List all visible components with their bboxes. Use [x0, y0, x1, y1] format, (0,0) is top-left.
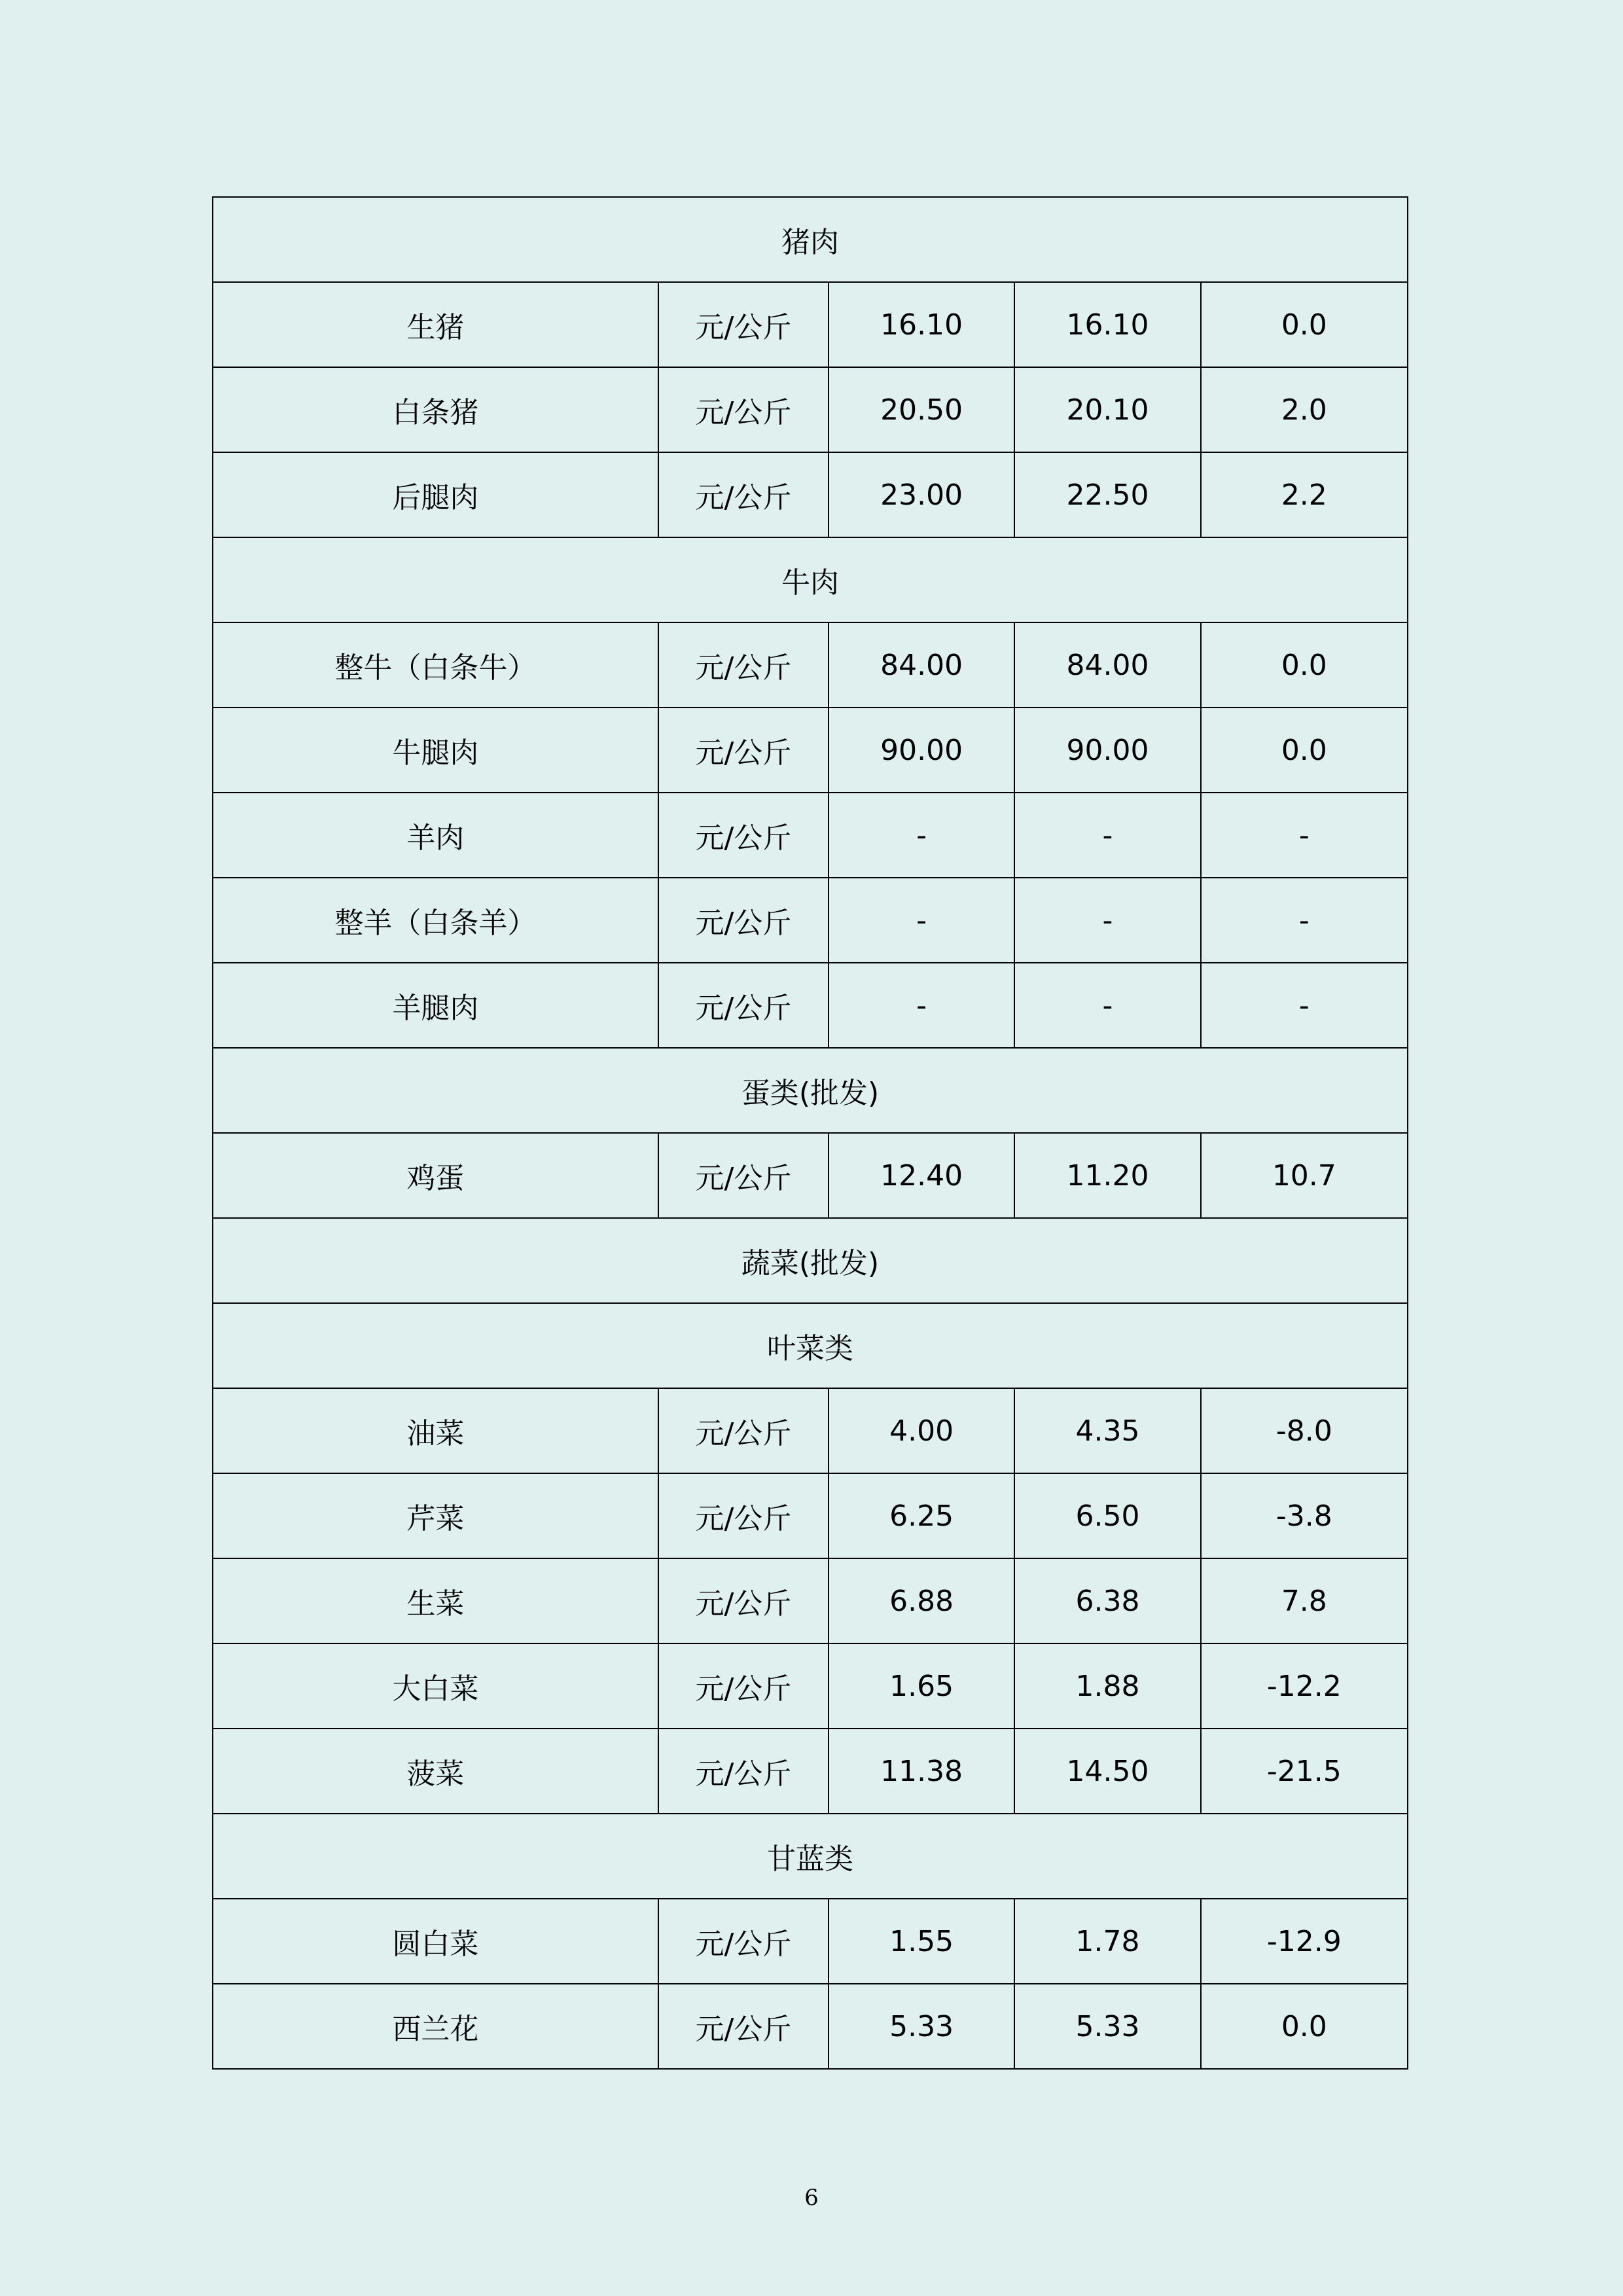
table-row	[213, 1388, 1408, 1473]
unit-cell: 元/公斤	[658, 452, 829, 537]
change-percent-cell: -8.0	[1201, 1388, 1408, 1473]
current-price-cell: 90.00	[829, 708, 1014, 793]
page-number: 6	[804, 2185, 819, 2211]
item-name-cell: 后腿肉	[213, 452, 658, 537]
section-header-row	[213, 197, 1408, 282]
section-header-row	[213, 537, 1408, 622]
item-name-cell: 圆白菜	[213, 1899, 658, 1984]
previous-price-cell: 1.78	[1014, 1899, 1200, 1984]
item-name-cell: 白条猪	[213, 367, 658, 452]
change-percent-cell: 0.0	[1201, 708, 1408, 793]
previous-price-cell: -	[1014, 793, 1200, 878]
previous-price-cell: 6.38	[1014, 1558, 1200, 1643]
item-name-cell: 生猪	[213, 282, 658, 367]
previous-price-cell: 14.50	[1014, 1729, 1200, 1814]
section-label: 甘蓝类	[213, 1814, 1408, 1899]
current-price-cell: -	[829, 963, 1014, 1048]
current-price-cell: 23.00	[829, 452, 1014, 537]
table-row	[213, 1643, 1408, 1729]
change-percent-cell: -	[1201, 793, 1408, 878]
previous-price-cell: 90.00	[1014, 708, 1200, 793]
table-row	[213, 708, 1408, 793]
section-label: 蛋类(批发)	[213, 1048, 1408, 1133]
current-price-cell: -	[829, 793, 1014, 878]
current-price-cell: 16.10	[829, 282, 1014, 367]
change-percent-cell: -21.5	[1201, 1729, 1408, 1814]
change-percent-cell: -3.8	[1201, 1473, 1408, 1558]
unit-cell: 元/公斤	[658, 1473, 829, 1558]
table-row	[213, 1133, 1408, 1218]
item-name-cell: 生菜	[213, 1558, 658, 1643]
previous-price-cell: -	[1014, 878, 1200, 963]
unit-cell: 元/公斤	[658, 622, 829, 708]
table-row	[213, 1473, 1408, 1558]
change-percent-cell: 0.0	[1201, 282, 1408, 367]
unit-cell: 元/公斤	[658, 1899, 829, 1984]
current-price-cell: -	[829, 878, 1014, 963]
unit-cell: 元/公斤	[658, 282, 829, 367]
change-percent-cell: 2.2	[1201, 452, 1408, 537]
section-header-row	[213, 1303, 1408, 1388]
current-price-cell: 1.55	[829, 1899, 1014, 1984]
section-label: 猪肉	[213, 197, 1408, 282]
item-name-cell: 整羊（白条羊）	[213, 878, 658, 963]
unit-cell: 元/公斤	[658, 367, 829, 452]
current-price-cell: 1.65	[829, 1643, 1014, 1729]
table-row	[213, 367, 1408, 452]
current-price-cell: 11.38	[829, 1729, 1014, 1814]
price-table-body	[213, 197, 1408, 2069]
previous-price-cell: 20.10	[1014, 367, 1200, 452]
unit-cell: 元/公斤	[658, 1729, 829, 1814]
table-row	[213, 452, 1408, 537]
price-table	[212, 196, 1408, 2070]
section-label: 牛肉	[213, 537, 1408, 622]
current-price-cell: 84.00	[829, 622, 1014, 708]
item-name-cell: 整牛（白条牛）	[213, 622, 658, 708]
previous-price-cell: 11.20	[1014, 1133, 1200, 1218]
table-row	[213, 878, 1408, 963]
current-price-cell: 12.40	[829, 1133, 1014, 1218]
item-name-cell: 羊腿肉	[213, 963, 658, 1048]
change-percent-cell: -12.2	[1201, 1643, 1408, 1729]
change-percent-cell: -	[1201, 878, 1408, 963]
section-label: 蔬菜(批发)	[213, 1218, 1408, 1303]
unit-cell: 元/公斤	[658, 1388, 829, 1473]
change-percent-cell: 0.0	[1201, 622, 1408, 708]
item-name-cell: 菠菜	[213, 1729, 658, 1814]
change-percent-cell: -12.9	[1201, 1899, 1408, 1984]
item-name-cell: 羊肉	[213, 793, 658, 878]
table-row	[213, 1729, 1408, 1814]
section-header-row	[213, 1814, 1408, 1899]
table-row	[213, 1984, 1408, 2069]
unit-cell: 元/公斤	[658, 1643, 829, 1729]
change-percent-cell: 7.8	[1201, 1558, 1408, 1643]
previous-price-cell: 16.10	[1014, 282, 1200, 367]
previous-price-cell: 5.33	[1014, 1984, 1200, 2069]
table-row	[213, 622, 1408, 708]
previous-price-cell: -	[1014, 963, 1200, 1048]
previous-price-cell: 22.50	[1014, 452, 1200, 537]
item-name-cell: 芹菜	[213, 1473, 658, 1558]
table-row	[213, 282, 1408, 367]
unit-cell: 元/公斤	[658, 793, 829, 878]
item-name-cell: 牛腿肉	[213, 708, 658, 793]
current-price-cell: 6.25	[829, 1473, 1014, 1558]
previous-price-cell: 1.88	[1014, 1643, 1200, 1729]
table-row	[213, 963, 1408, 1048]
table-row	[213, 793, 1408, 878]
change-percent-cell: 10.7	[1201, 1133, 1408, 1218]
item-name-cell: 西兰花	[213, 1984, 658, 2069]
change-percent-cell: -	[1201, 963, 1408, 1048]
unit-cell: 元/公斤	[658, 1984, 829, 2069]
section-header-row	[213, 1048, 1408, 1133]
item-name-cell: 大白菜	[213, 1643, 658, 1729]
unit-cell: 元/公斤	[658, 1558, 829, 1643]
item-name-cell: 油菜	[213, 1388, 658, 1473]
previous-price-cell: 84.00	[1014, 622, 1200, 708]
current-price-cell: 20.50	[829, 367, 1014, 452]
section-label: 叶菜类	[213, 1303, 1408, 1388]
change-percent-cell: 2.0	[1201, 367, 1408, 452]
current-price-cell: 5.33	[829, 1984, 1014, 2069]
table-row	[213, 1899, 1408, 1984]
table-row	[213, 1558, 1408, 1643]
current-price-cell: 4.00	[829, 1388, 1014, 1473]
unit-cell: 元/公斤	[658, 878, 829, 963]
previous-price-cell: 6.50	[1014, 1473, 1200, 1558]
previous-price-cell: 4.35	[1014, 1388, 1200, 1473]
section-header-row	[213, 1218, 1408, 1303]
current-price-cell: 6.88	[829, 1558, 1014, 1643]
unit-cell: 元/公斤	[658, 1133, 829, 1218]
item-name-cell: 鸡蛋	[213, 1133, 658, 1218]
unit-cell: 元/公斤	[658, 708, 829, 793]
unit-cell: 元/公斤	[658, 963, 829, 1048]
change-percent-cell: 0.0	[1201, 1984, 1408, 2069]
